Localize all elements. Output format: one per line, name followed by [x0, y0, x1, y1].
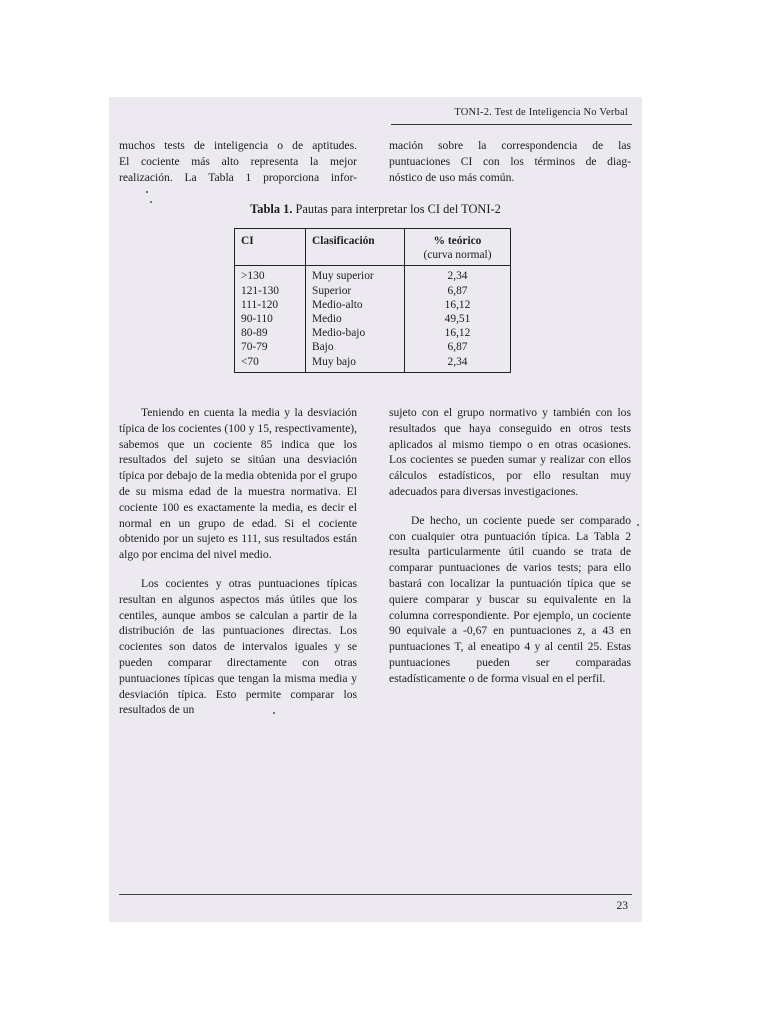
- col2-paragraph-2: De hecho, un cociente puede ser comparado con cualquier otra puntuación típica. La Tabla 2 resulta particularmente útil cuando se trata de comparar puntuaciones de varios tests; para ello bastará con localizar la puntuación típica que se quiere comparar y buscar su equivalente en la columna correspondiente. Por ejemplo, un cociente 90 equivale a -0,67 en puntuaciones z, a 43 en puntuaciones T, al eneatipo 4 y al centil 25. Estas puntuaciones pueden ser comparadas estadísticamente o de forma visual en el perfil.: [389, 513, 631, 685]
- col1-top-line-2: El cociente más alto representa la mejor: [119, 154, 357, 168]
- ci-value: 111-120: [241, 298, 279, 311]
- teorico-value: 6,87: [447, 341, 468, 354]
- teorico-value: 6,87: [447, 284, 468, 297]
- running-head: TONI-2. Test de Inteligencia No Verbal: [454, 107, 628, 118]
- scan-speck: [146, 191, 148, 193]
- col1-top-line-1: muchos tests de inteligencia o de aptitudes.: [119, 139, 357, 152]
- footer-rule: [119, 894, 632, 895]
- header-teorico: [405, 229, 511, 266]
- col1-paragraph-2: Los cocientes y otras puntuaciones típicas resultan en algunos aspectos más útiles que los centiles, aunque ambos se calculan a partir de la distribución de las puntuaciones directas. Los cocientes son datos de intervalos iguales y se pueden comparar directamente con otras puntuaciones típicas que tengan la misma media y desviación típica. Esto permite comparar los resultados de un: [119, 576, 357, 717]
- clasificacion-column: [306, 266, 405, 372]
- header-teorico-label: % teórico: [433, 235, 482, 247]
- col1-top-text: [119, 138, 357, 185]
- teorico-value: 2,34: [447, 355, 468, 368]
- teorico-value: 16,12: [444, 327, 471, 340]
- header-clasificacion: Clasificación: [306, 229, 405, 266]
- header-teorico-sub: (curva normal): [423, 249, 492, 262]
- scan-speck: [273, 712, 275, 714]
- table-body-row: [235, 266, 511, 372]
- col2-top-line-3: nóstico de uso más común.: [389, 170, 515, 184]
- ci-table: [234, 228, 511, 373]
- teorico-value: 16,12: [444, 298, 471, 311]
- header-rule: [391, 124, 632, 125]
- document-page: [109, 97, 642, 922]
- ci-value: <70: [241, 355, 259, 368]
- teorico-value: 2,34: [447, 270, 468, 283]
- col2-top-text: [389, 138, 631, 185]
- ci-column: [235, 266, 306, 372]
- header-ci: CI: [235, 229, 306, 266]
- teorico-column: [405, 266, 511, 372]
- clasificacion-value: Muy superior: [312, 270, 374, 283]
- col2-body: [389, 405, 631, 687]
- clasificacion-value: Superior: [312, 284, 352, 297]
- table-title-text: Pautas para interpretar los CI del TONI-2: [292, 202, 501, 216]
- col2-top-line-2: puntuaciones CI con los términos de diag-: [389, 154, 631, 168]
- teorico-value: 49,51: [444, 312, 471, 325]
- col1-paragraph-1: Teniendo en cuenta la media y la desviación típica de los cocientes (100 y 15, respectivamente), sabemos que un cociente 85 indica que los resultados del sujeto se sitúan una desviación típica por debajo de la media obtenida por el grupo de su misma edad de la muestra normativa. El cociente 100 es exactamente la media, es decir el normal en un grupo de edad. Si el cociente obtenido por un sujeto es 111, sus resultados están algo por encima del nivel medio.: [119, 406, 357, 562]
- table-title: [109, 202, 642, 217]
- clasificacion-value: Medio-alto: [312, 298, 363, 311]
- clasificacion-value: Bajo: [312, 341, 334, 354]
- table-header-row: [235, 229, 511, 266]
- ci-value: 70-79: [241, 341, 268, 354]
- col2-paragraph-1: sujeto con el grupo normativo y también con los resultados que haya conseguido en otros tests aplicados al mismo tiempo o en otras ocasiones. Los cocientes se pueden sumar y realizar con ellos cálculos estadísticos, por ello resultan muy adecuados para diversas investigaciones.: [389, 406, 631, 498]
- col1-top-line-3: realización. La Tabla 1 proporciona infor-: [119, 170, 357, 184]
- clasificacion-value: Muy bajo: [312, 355, 356, 368]
- ci-value: 90-110: [241, 312, 273, 325]
- clasificacion-value: Medio-bajo: [312, 327, 366, 340]
- scan-speck: [150, 201, 152, 203]
- page-number: 23: [616, 900, 628, 912]
- ci-value: 80-89: [241, 327, 268, 340]
- col2-top-line-1: mación sobre la correspondencia de las: [389, 139, 631, 152]
- col1-body: [119, 405, 357, 718]
- scan-speck: [637, 524, 639, 526]
- table-title-label: Tabla 1.: [250, 202, 293, 216]
- ci-value: 121-130: [241, 284, 279, 297]
- clasificacion-value: Medio: [312, 312, 342, 325]
- ci-value: >130: [241, 270, 265, 283]
